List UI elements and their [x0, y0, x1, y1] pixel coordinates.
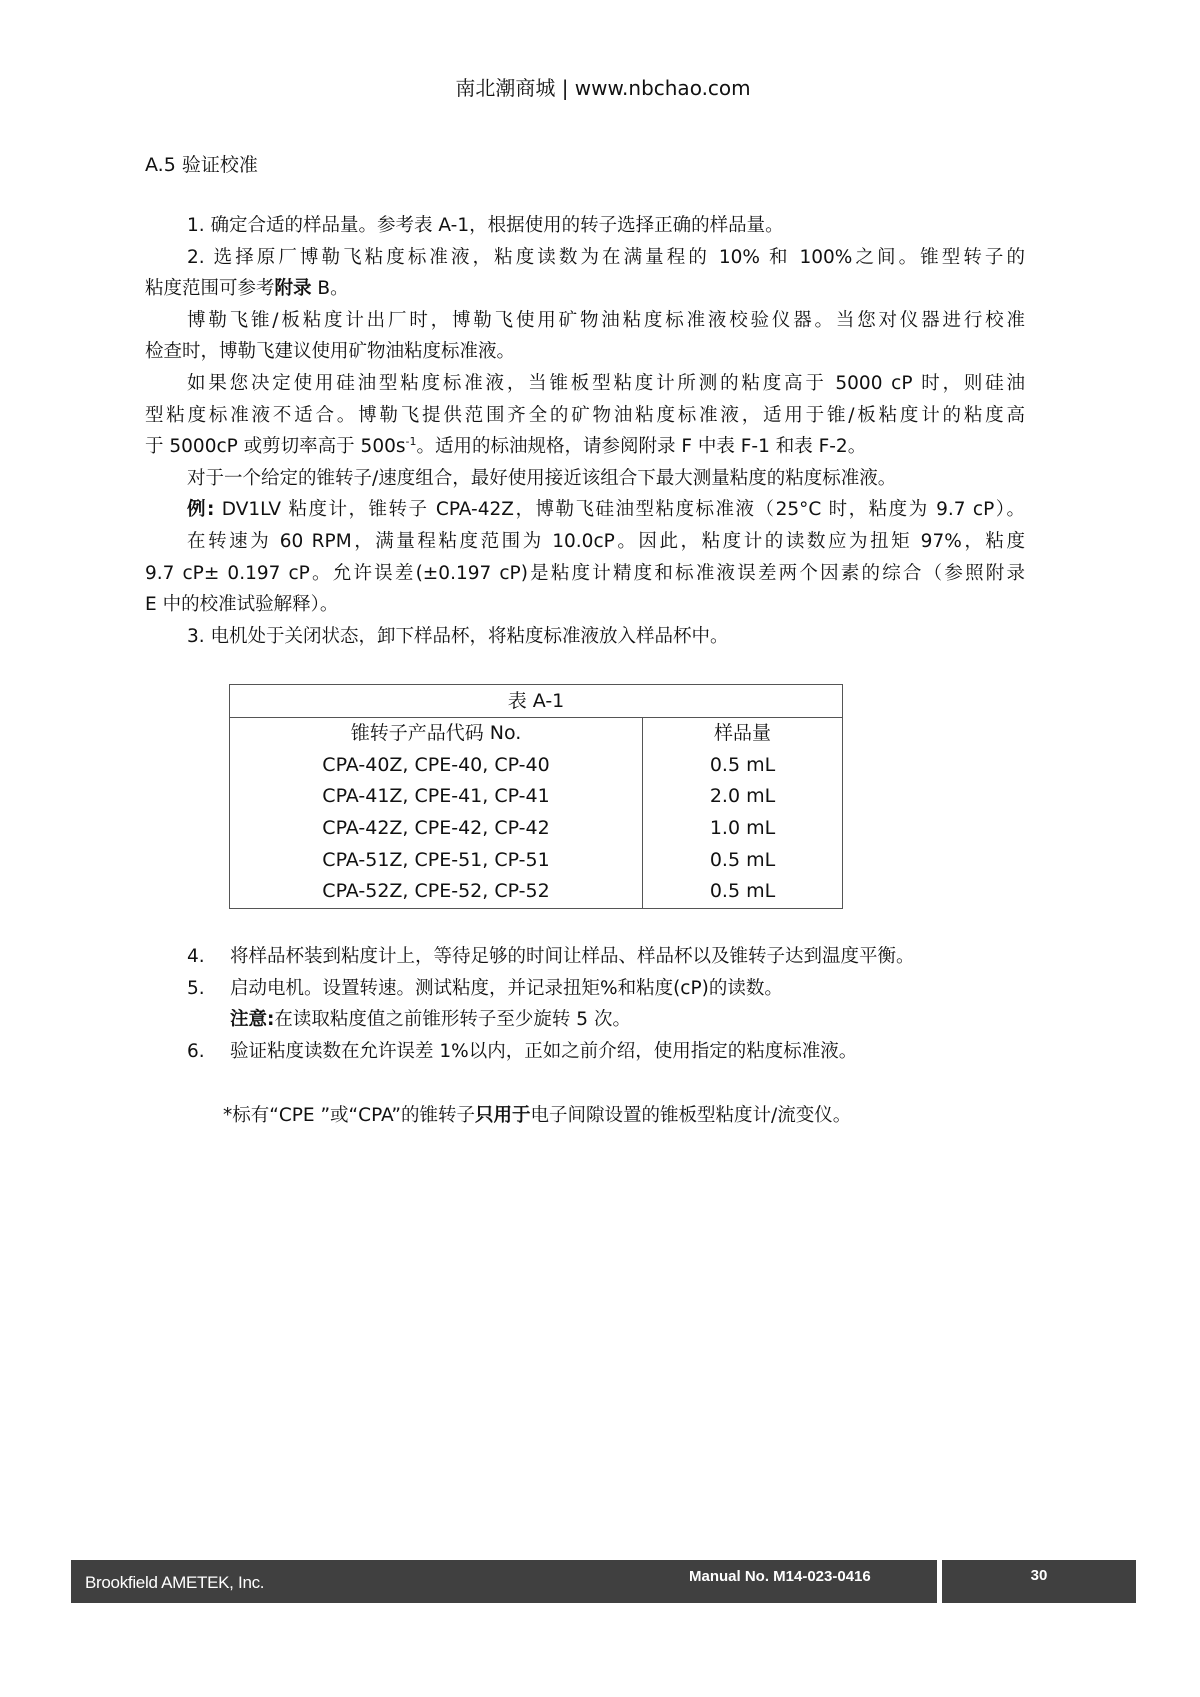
step-text: 将样品杯装到粘度计上，等待足够的时间让样品、样品杯以及锥转子达到温度平衡。 [230, 946, 915, 967]
table-header-volume: 样品量 [643, 718, 843, 750]
text-segment: 于 5000cP 或剪切率高于 500s [145, 436, 406, 458]
text-line [145, 562, 1025, 586]
step-note [230, 1008, 631, 1032]
text-segment: 2. 选择原厂博勒飞粘度标准液，粘度读数为在满量程的 10% 和 100%之间。锥型转子的 [187, 246, 1025, 268]
text-segment: DV1LV 粘度计，锥转子 CPA-42Z，博勒飞硅油型粘度标准液（25°C 时，粘度为 9.7 cP）。 [214, 499, 1025, 521]
text-segment: E 中的校准试验解释）。 [145, 594, 339, 616]
table-caption: 表 A-1 [230, 685, 843, 718]
cell-code: CPA-40Z, CPE-40, CP-40 [230, 750, 643, 782]
footer-company: Brookfield AMETEK, Inc. [85, 1573, 265, 1592]
text-line [187, 372, 1025, 396]
text-segment: 博勒飞锥/板粘度计出厂时，博勒飞使用矿物油粘度标准液校验仪器。当您对仪器进行校准 [187, 309, 1025, 331]
footnote-post: 电子间隙设置的锥板型粘度计/流变仪。 [530, 1105, 852, 1126]
text-segment: 1. 确定合适的样品量。参考表 A-1，根据使用的转子选择正确的样品量。 [187, 215, 784, 236]
text-line [145, 593, 1025, 617]
cell-code: CPA-52Z, CPE-52, CP-52 [230, 876, 643, 908]
text-segment: B。 [311, 278, 349, 300]
text-segment: 在转速为 60 RPM，满量程粘度范围为 10.0cP。因此，粘度计的读数应为扭矩 97%，粘度 [187, 531, 1025, 552]
note-label: 注意: [230, 1009, 275, 1030]
table-row [230, 813, 843, 845]
footnote-bold: 只用于 [475, 1105, 531, 1126]
text-line [187, 214, 1025, 238]
cell-code: CPA-51Z, CPE-51, CP-51 [230, 844, 643, 876]
text-line [187, 246, 1025, 270]
text-line [187, 467, 1025, 491]
footnote [223, 1104, 851, 1128]
step-number: 4. [187, 946, 205, 967]
cell-volume: 1.0 mL [643, 813, 843, 845]
step-text: 验证粘度读数在允许误差 1%以内，正如之前介绍，使用指定的粘度标准液。 [230, 1041, 858, 1062]
text-segment: 9.7 cP± 0.197 cP。允许误差(±0.197 cP)是粘度计精度和标准液误差两个因素的综合（参照附录 [145, 562, 1025, 584]
cell-code: CPA-41Z, CPE-41, CP-41 [230, 781, 643, 813]
step-text: 启动电机。设置转速。测试粘度，并记录扭矩%和粘度(cP)的读数。 [230, 978, 783, 999]
section-title: A.5 验证校准 [145, 154, 258, 176]
text-line [187, 530, 1025, 554]
note-text: 在读取粘度值之前锥形转子至少旋转 5 次。 [274, 1009, 631, 1030]
text-segment: 如果您决定使用硅油型粘度标准液，当锥板型粘度计所测的粘度高于 5000 cP 时，则硅油 [187, 373, 1025, 394]
text-line [145, 404, 1025, 428]
table-row [230, 781, 843, 813]
cell-volume: 0.5 mL [643, 844, 843, 876]
page-number: 30 [1030, 1567, 1048, 1584]
text-line [145, 435, 1025, 459]
text-segment: 粘度范围可参考 [145, 278, 275, 300]
text-line [145, 340, 1025, 364]
footer-bar [71, 1560, 937, 1603]
text-segment: 对于一个给定的锥转子/速度组合，最好使用接近该组合下最大测量粘度的粘度标准液。 [187, 467, 897, 489]
footer-page-box [942, 1560, 1136, 1603]
superscript: -1 [405, 435, 417, 449]
step-number: 5. [187, 978, 205, 999]
table-a1 [229, 684, 843, 909]
table-row [230, 876, 843, 908]
cell-volume: 2.0 mL [643, 781, 843, 813]
table-row [230, 844, 843, 876]
text-segment: 3. 电机处于关闭状态，卸下样品杯，将粘度标准液放入样品杯中。 [187, 625, 729, 647]
text-line [187, 309, 1025, 333]
table-header-code: 锥转子产品代码 No. [230, 718, 643, 750]
text-line [187, 498, 1025, 522]
text-line [187, 625, 1025, 649]
cell-code: CPA-42Z, CPE-42, CP-42 [230, 813, 643, 845]
site-header: 南北潮商城 | www.nbchao.com [455, 76, 751, 100]
table-row [230, 750, 843, 782]
text-segment: 型粘度标准液不适合。博勒飞提供范围齐全的矿物油粘度标准液，适用于锥/板粘度计的粘度高 [145, 404, 1025, 426]
footnote-pre: *标有“CPE ”或“CPA”的锥转子 [223, 1105, 475, 1126]
text-segment: 检查时，博勒飞建议使用矿物油粘度标准液。 [145, 341, 516, 363]
footer-manual-number: Manual No. M14-023-0416 [689, 1568, 871, 1585]
text-segment: 。适用的标油规格，请参阅附录 F 中表 F-1 和表 F-2。 [416, 436, 867, 458]
step-number: 6. [187, 1041, 205, 1062]
cell-volume: 0.5 mL [643, 750, 843, 782]
text-line [145, 277, 1025, 301]
bold-text: 附录 [274, 278, 312, 300]
bold-text: 例: [187, 499, 215, 521]
cell-volume: 0.5 mL [643, 876, 843, 908]
